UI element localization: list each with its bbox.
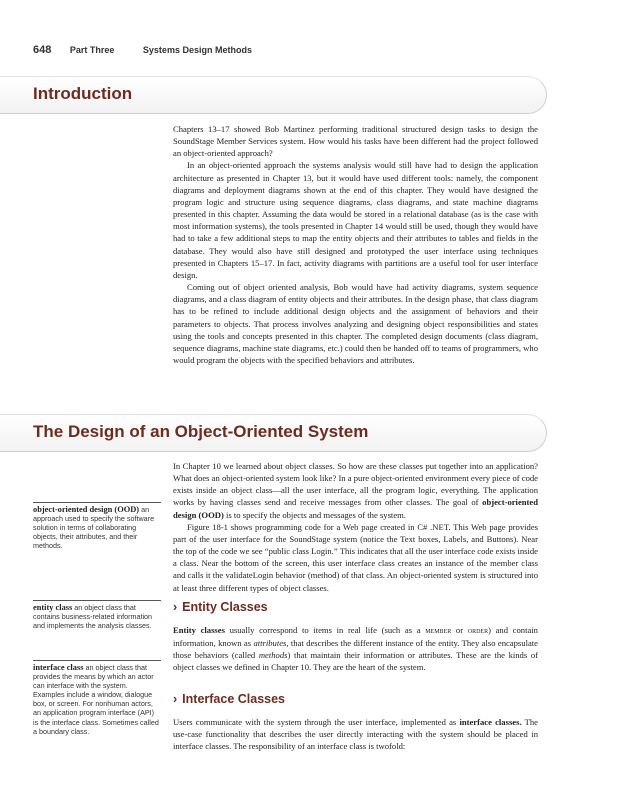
margin-term: entity class [33, 603, 73, 612]
entity-body [173, 624, 538, 674]
entity-paragraph: Entity classes usually correspond to items in real life (such as a member or order) and contain information, known as attributes, that describes the different instance of the entity. They also encapsulate those behaviors (called methods) that maintain their information or attributes. These are the kinds of object classes we defined in Chapter 10. They are the heart of the system. [173, 625, 538, 673]
intro-paragraph-2: In an object-oriented approach the systems analysis would still have had to design the application architecture as presented in Chapter 13, but it would have used different tools: namely, the component diagrams and deployment diagrams shown at the end of this chapter. They would have designed the program logic and structure using sequence diagrams, class diagrams, and state machine diagrams presented in this chapter. Assuming the data would be stored in a relational database (as is the case with most information systems), the tools presented in Chapter 14 would still be used, though they would have had to take a few additional steps to map the entity objects and their attributes to tables and fields in the database. They would also have still designed and prototyped the user interface using techniques presented in Chapters 15–17. In fact, activity diagrams with partitions are a useful tool for user interface design. [173, 160, 538, 280]
page-number: 648 [33, 44, 52, 56]
interface-classes-heading: › Interface Classes [173, 692, 286, 706]
margin-definition-interface [33, 660, 161, 736]
design-paragraph-2: Figure 18-1 shows programming code for a Web page created in C# .NET. This Web page provides part of the user interface for the SoundStage system (notice the Text boxes, Labels, and Buttons). Near the top of the code we see “public class Login.” This indicates that all the user interface code exists inside a class. Near the bottom of the screen, this user interface class creates an instance of the member class and calls it the validateLogin behavior (method) of that class. An object-oriented system is structured into at least three different types of object classes. [173, 521, 538, 593]
intro-paragraph-1: Chapters 13–17 showed Bob Martinez performing traditional structured design tasks to design the SoundStage Member Services system. How would his tasks have been different had the project followed an object-oriented approach? [173, 124, 538, 159]
margin-definition-text: an object class that provides the means by which an actor can interface with the system. Examples include a window, dialogue box, or screen. For nonhuman actors, an application program interface (API) is the interface class. Sometimes called a boundary class. [33, 663, 159, 736]
margin-definition-text: an object class that contains business-related information and implements the analysis classes. [33, 603, 153, 631]
section-band-introduction [0, 76, 547, 114]
interface-paragraph: Users communicate with the system through the user interface, implemented as interface classes. The use-case functionality that describes the user directly interacting with the system should be placed in interface classes. The responsibility of an interface class is twofold: [173, 717, 538, 752]
running-header [33, 44, 252, 56]
margin-definition-ood [33, 502, 161, 550]
ood-term: object-oriented design (OOD) [173, 497, 538, 520]
design-heading: The Design of an Object-Oriented System [33, 422, 369, 441]
running-title: Systems Design Methods [142, 45, 252, 55]
entity-classes-heading: › Entity Classes [173, 600, 268, 614]
margin-definition-text: an approach used to specify the software solution in terms of collaborating objects, their attributes, and their methods. [33, 505, 155, 551]
section-band-design [0, 414, 547, 452]
arrow-icon: › [173, 692, 178, 706]
intro-paragraph-3: Coming out of object oriented analysis, Bob would have had activity diagrams, system sequence diagrams, and a class diagram of entity objects and their attributes. In the design phase, that class diagram has to be refined to include additional design objects and the assignment of behaviors and their parameters to objects. That process involves analyzing and designing object responsibilities and states using the tools and concepts presented in this chapter. The completed design documents (class diagram, sequence diagrams, machine state diagrams, etc.) could then be handed off to teams of programmers, who would program the objects with the specified behaviors and attributes. [173, 282, 538, 365]
arrow-icon: › [173, 600, 178, 614]
introduction-body [173, 123, 538, 366]
part-label: Part Three [69, 45, 115, 55]
introduction-heading: Introduction [33, 84, 133, 103]
design-paragraph-1: In Chapter 10 we learned about object classes. So how are these classes put together into an application? What does an object-oriented system look like? In a pure object-oriented environment every piece of code exists inside an object class—all the user interface, all the program logic, everything. The application works by having classes send and receive messages from other classes. The goal of object-oriented design (OOD) is to specify the objects and messages of the system. [173, 461, 538, 520]
margin-term: interface class [33, 663, 84, 672]
design-body [173, 460, 538, 594]
margin-term: object-oriented design (OOD) [33, 505, 140, 514]
margin-definition-entity [33, 600, 161, 630]
interface-body [173, 716, 538, 752]
